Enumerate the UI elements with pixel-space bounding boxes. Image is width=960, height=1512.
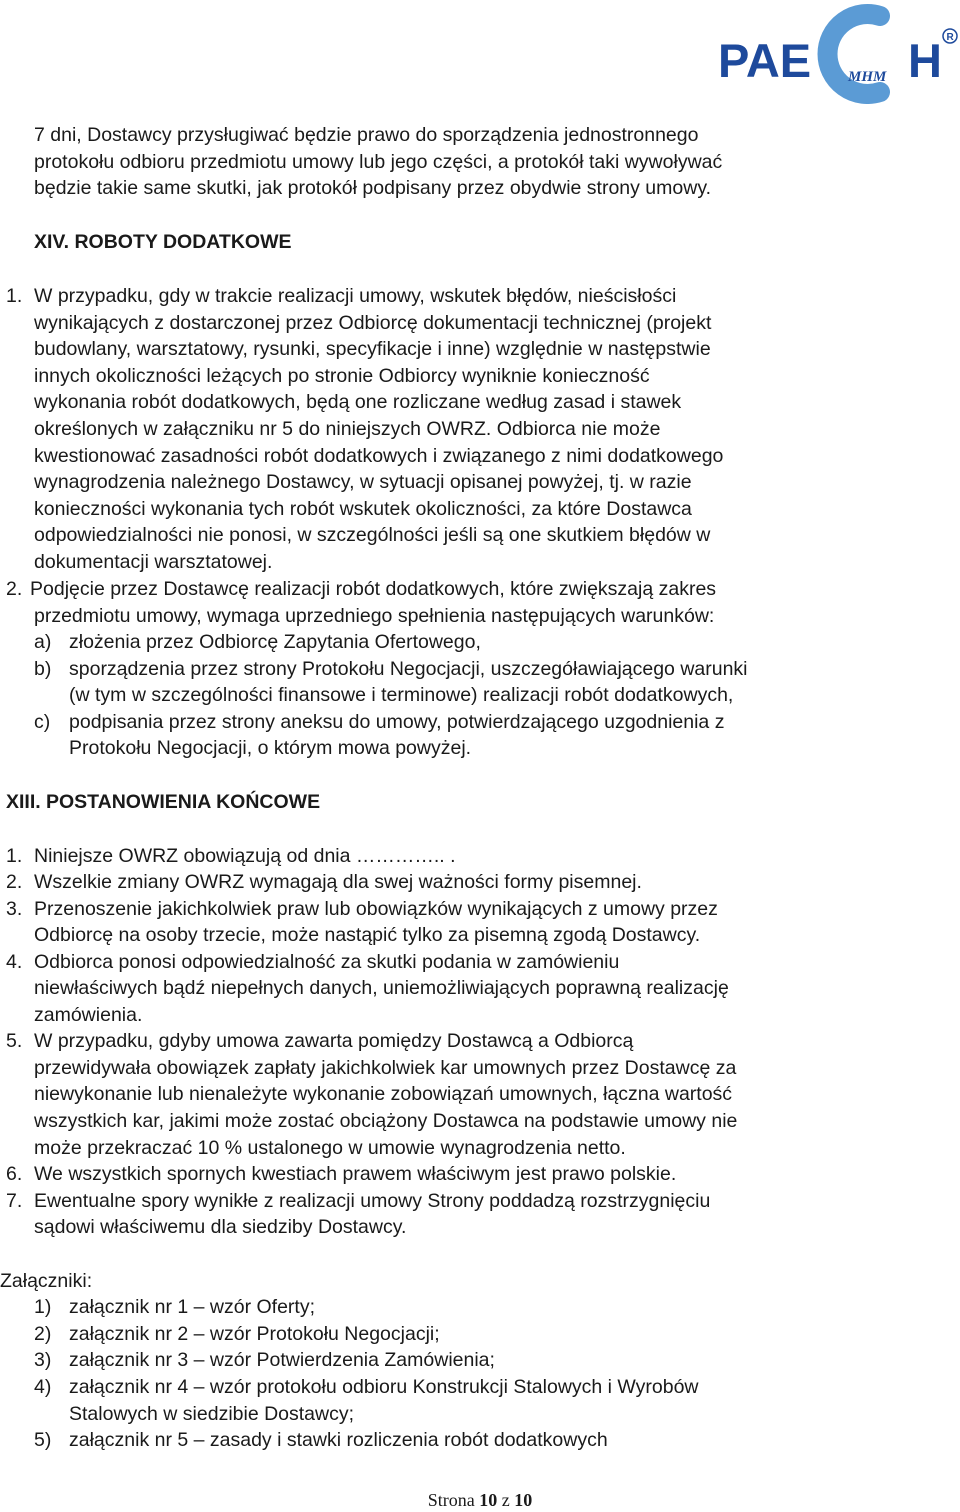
section-xiv-heading: XIV. ROBOTY DODATKOWE — [34, 231, 292, 253]
footer-page-total: 10 — [514, 1490, 533, 1510]
attachment-number: 1) — [34, 1296, 52, 1318]
item-line: dokumentacji warsztatowej. — [34, 551, 273, 573]
item-line: W przypadku, gdy w trakcie realizacji umowy, wskutek błędów, nieścisłości — [34, 285, 677, 307]
item-line: innych okoliczności leżących po stronie Odbiorcy wyniknie konieczność — [34, 365, 650, 387]
section-xiii-number: XIII. — [6, 791, 41, 813]
item-line: konieczności wykonania tych robót wskutek okoliczności, za które Dostawca — [34, 498, 692, 520]
attachment-line: załącznik nr 4 – wzór protokołu odbioru Konstrukcji Stalowych i Wyrobów — [69, 1376, 699, 1398]
item-line: wszystkich kar, jakimi może zostać obciążony Dostawca na podstawie umowy nie — [34, 1110, 738, 1132]
item-line: wynagrodzenia należnego Dostawcy, w sytuacji opisanej powyżej, tj. w razie — [34, 471, 692, 493]
item-number: 6. — [6, 1163, 23, 1185]
intro-line: będzie takie same skutki, jak protokół podpisany przez obydwie strony umowy. — [34, 177, 712, 199]
subitem-line: sporządzenia przez strony Protokołu Negocjacji, uszczegóławiającego warunki — [69, 658, 748, 680]
item-line: W przypadku, gdyby umowa zawarta pomiędzy Dostawcą a Odbiorcą — [34, 1030, 634, 1052]
item-line: Przenoszenie jakichkolwiek praw lub obowiązków wynikających z umowy przez — [34, 898, 718, 920]
item-line: Podjęcie przez Dostawcę realizacji robót dodatkowych, które zwiększają zakres — [30, 578, 717, 600]
attachment-line: załącznik nr 2 – wzór Protokołu Negocjacji; — [69, 1323, 440, 1345]
item-line: kwestionować zasadności robót dodatkowych i związanego z nimi dodatkowego — [34, 445, 724, 467]
item-line: wykonania robót dodatkowych, będą one rozliczane według zasad i stawek — [34, 391, 682, 413]
item-line: przewidywała obowiązek zapłaty jakichkolwiek kar umownych przez Dostawcę za — [34, 1057, 737, 1079]
attachment-number: 4) — [34, 1376, 52, 1398]
attachment-line: Stalowych w siedzibie Dostawcy; — [69, 1403, 355, 1425]
item-line: może przekraczać 10 % ustalonego w umowie wynagrodzenia netto. — [34, 1137, 626, 1159]
item-line: Wszelkie zmiany OWRZ wymagają dla swej ważności formy pisemnej. — [34, 871, 642, 893]
subitem-letter: a) — [34, 631, 52, 653]
item-line: niewykonanie lub nienależyte wykonanie zobowiązań umownych, łączna wartość — [34, 1083, 733, 1105]
item-line: Odbiorcę na osoby trzecie, może nastąpić tylko za pisemną zgodą Dostawcy. — [34, 924, 701, 946]
item-number: 2. — [6, 578, 23, 600]
attachment-line: załącznik nr 5 – zasady i stawki rozliczenia robót dodatkowych — [69, 1429, 608, 1451]
intro-line: protokołu odbioru przedmiotu umowy lub jego części, a protokół taki wywoływać — [34, 151, 723, 173]
attachment-line: załącznik nr 1 – wzór Oferty; — [69, 1296, 315, 1318]
item-number: 7. — [6, 1190, 23, 1212]
footer-page-number: 10 — [479, 1490, 498, 1510]
item-line: odpowiedzialności nie ponosi, w szczególności jeśli są one skutkiem błędów w — [34, 524, 711, 546]
subitem-letter: b) — [34, 658, 52, 680]
section-xiii-heading: POSTANOWIENIA KOŃCOWE — [46, 791, 321, 813]
attachment-number: 5) — [34, 1429, 52, 1451]
page-footer — [0, 1488, 960, 1512]
item-number: 1. — [6, 845, 23, 867]
subitem-line: złożenia przez Odbiorcę Zapytania Ofertowego, — [69, 631, 481, 653]
subitem-line: (w tym w szczególności finansowe i terminowe) realizacji robót dodatkowych, — [69, 684, 734, 706]
item-number: 2. — [6, 871, 23, 893]
company-logo — [712, 2, 960, 104]
attachments-heading: Załączniki: — [0, 1270, 93, 1292]
item-line: Ewentualne spory wynikłe z realizacji umowy Strony poddadzą rozstrzygnięciu — [34, 1190, 711, 1212]
item-number: 1. — [6, 285, 23, 307]
item-line: wynikających z dostarczonej przez Odbiorcę dokumentacji technicznej (projekt — [34, 312, 712, 334]
item-number: 4. — [6, 951, 23, 973]
attachment-line: załącznik nr 3 – wzór Potwierdzenia Zamówienia; — [69, 1349, 495, 1371]
registered-mark-letter: R — [946, 32, 954, 43]
intro-line: 7 dni, Dostawcy przysługiwać będzie prawo do sporządzenia jednostronnego — [34, 124, 699, 146]
footer-prefix: Strona — [427, 1490, 480, 1510]
logo-sub-text: MHM — [848, 69, 887, 85]
item-line: sądowi właściwemu dla siedziby Dostawcy. — [34, 1216, 407, 1238]
item-line: niewłaściwych bądź niepełnych danych, uniemożliwiających poprawną realizację — [34, 977, 729, 999]
item-line: zamówienia. — [34, 1004, 143, 1026]
attachment-number: 3) — [34, 1349, 52, 1371]
item-line: określonych w załączniku nr 5 do niniejszych OWRZ. Odbiorca nie może — [34, 418, 661, 440]
item-number: 3. — [6, 898, 23, 920]
subitem-line: Protokołu Negocjacji, o którym mowa powyżej. — [69, 737, 472, 759]
item-line: przedmiotu umowy, wymaga uprzedniego spełnienia następujących warunków: — [34, 605, 715, 627]
item-line: budowlany, warsztatowy, rysunki, specyfikacje i inne) względnie w następstwie — [34, 338, 711, 360]
item-line: We wszystkich spornych kwestiach prawem właściwym jest prawo polskie. — [34, 1163, 677, 1185]
item-line: Odbiorca ponosi odpowiedzialność za skutki podania w zamówieniu — [34, 951, 620, 973]
item-number: 5. — [6, 1030, 23, 1052]
logo-text-left: PAE — [718, 34, 812, 87]
subitem-letter: c) — [34, 711, 51, 733]
subitem-line: podpisania przez strony aneksu do umowy, potwierdzającego uzgodnienia z — [69, 711, 725, 733]
footer-mid: z — [497, 1490, 515, 1510]
attachment-number: 2) — [34, 1323, 52, 1345]
logo-text-right: H — [908, 34, 942, 87]
item-line: Niniejsze OWRZ obowiązują od dnia ………….. . — [34, 845, 456, 867]
